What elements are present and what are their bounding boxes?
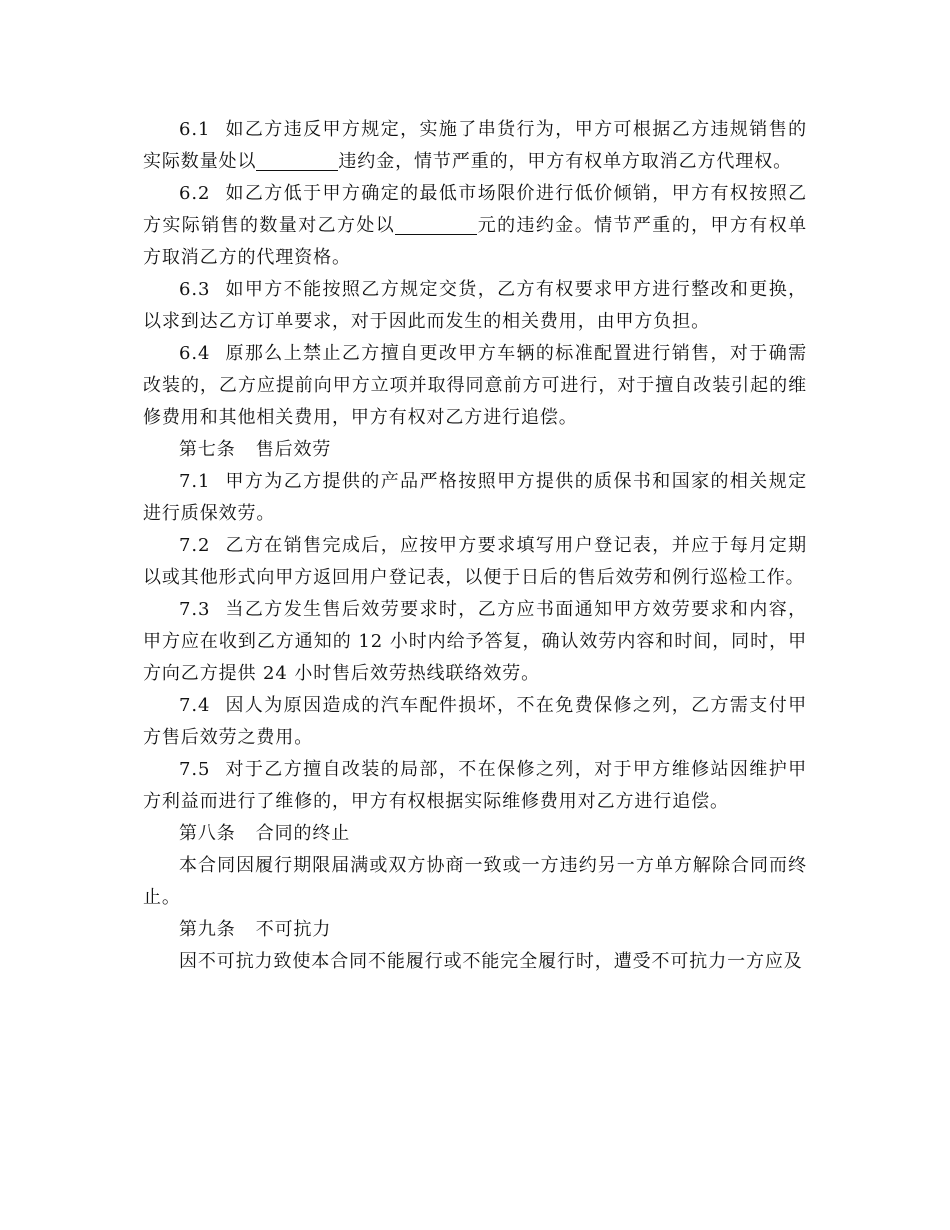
fill-in-blank [395,214,477,235]
clause-text-cont: 元的违约金。情节严重的，甲方有权单方取消乙方的代理资格。 [143,215,807,268]
clause-7-2 [143,530,807,594]
clause-7-4 [143,690,807,754]
clause-text: 乙方在销售完成后，应按甲方要求填写用户登记表，并应于每月定期以或其他形式向甲方返回用户登记表，以便于日后的售后效劳和例行巡检工作。 [143,535,807,588]
clause-number: 7.2 [179,535,211,556]
clause-7-5 [143,754,807,818]
article-8-text: 本合同因履行期限届满或双方协商一致或一方违约另一方单方解除合同而终止。 [143,855,807,908]
clause-number: 6.1 [179,119,211,140]
clause-text: 甲方为乙方提供的产品严格按照甲方提供的质保书和国家的相关规定进行质保效劳。 [143,471,807,524]
clause-text: 因人为原因造成的汽车配件损坏，不在免费保修之列，乙方需支付甲方售后效劳之费用。 [143,695,807,748]
article-7-heading [143,434,807,466]
clause-6-2 [143,178,807,274]
clause-number: 7.5 [179,759,211,780]
clause-text-cont: 违约金，情节严重的，甲方有权单方取消乙方代理权。 [338,151,793,172]
article-label: 第九条 [179,919,236,940]
clause-text: 对于乙方擅自改装的局部，不在保修之列，对于甲方维修站因维护甲方利益而进行了维修的，甲方有权根据实际维修费用对乙方进行追偿。 [143,759,807,812]
article-label: 第八条 [179,823,236,844]
article-9-text: 因不可抗力致使本合同不能履行或不能完全履行时，遭受不可抗力一方应及 [179,951,803,972]
clause-6-4 [143,338,807,434]
clause-7-1 [143,466,807,530]
clause-number: 7.3 [179,599,211,620]
document-body [143,114,807,978]
clause-text: 如甲方不能按照乙方规定交货，乙方有权要求甲方进行整改和更换，以求到达乙方订单要求，对于因此而发生的相关费用，由甲方负担。 [143,279,807,332]
clause-7-3 [143,594,807,690]
article-9-heading [143,914,807,946]
clause-number: 6.2 [179,183,211,204]
article-title: 不可抗力 [255,919,332,940]
clause-number: 6.3 [179,279,211,300]
clause-number: 7.1 [179,471,211,492]
fill-in-blank [256,150,338,171]
clause-6-3 [143,274,807,338]
clause-text: 原那么上禁止乙方擅自更改甲方车辆的标准配置进行销售，对于确需改装的，乙方应提前向甲方立项并取得同意前方可进行，对于擅自改装引起的维修费用和其他相关费用，甲方有权对乙方进行追偿。 [143,343,807,428]
clause-text: 当乙方发生售后效劳要求时，乙方应书面通知甲方效劳要求和内容，甲方应在收到乙方通知的 12 小时内给予答复，确认效劳内容和时间，同时，甲方向乙方提供 24 小时售后效劳热线联络效劳。 [143,599,807,684]
article-title: 售后效劳 [255,439,332,460]
clause-number: 7.4 [179,695,211,716]
article-8-heading [143,818,807,850]
article-title: 合同的终止 [255,823,351,844]
clause-number: 6.4 [179,343,211,364]
article-label: 第七条 [179,439,236,460]
clause-text: 如乙方违反甲方规定，实施了串货行为，甲方可根据乙方违规销售的实际数量处以 [143,119,807,172]
clause-6-1 [143,114,807,178]
clause-text: 如乙方低于甲方确定的最低市场限价进行低价倾销，甲方有权按照乙方实际销售的数量对乙方处以 [143,183,807,236]
